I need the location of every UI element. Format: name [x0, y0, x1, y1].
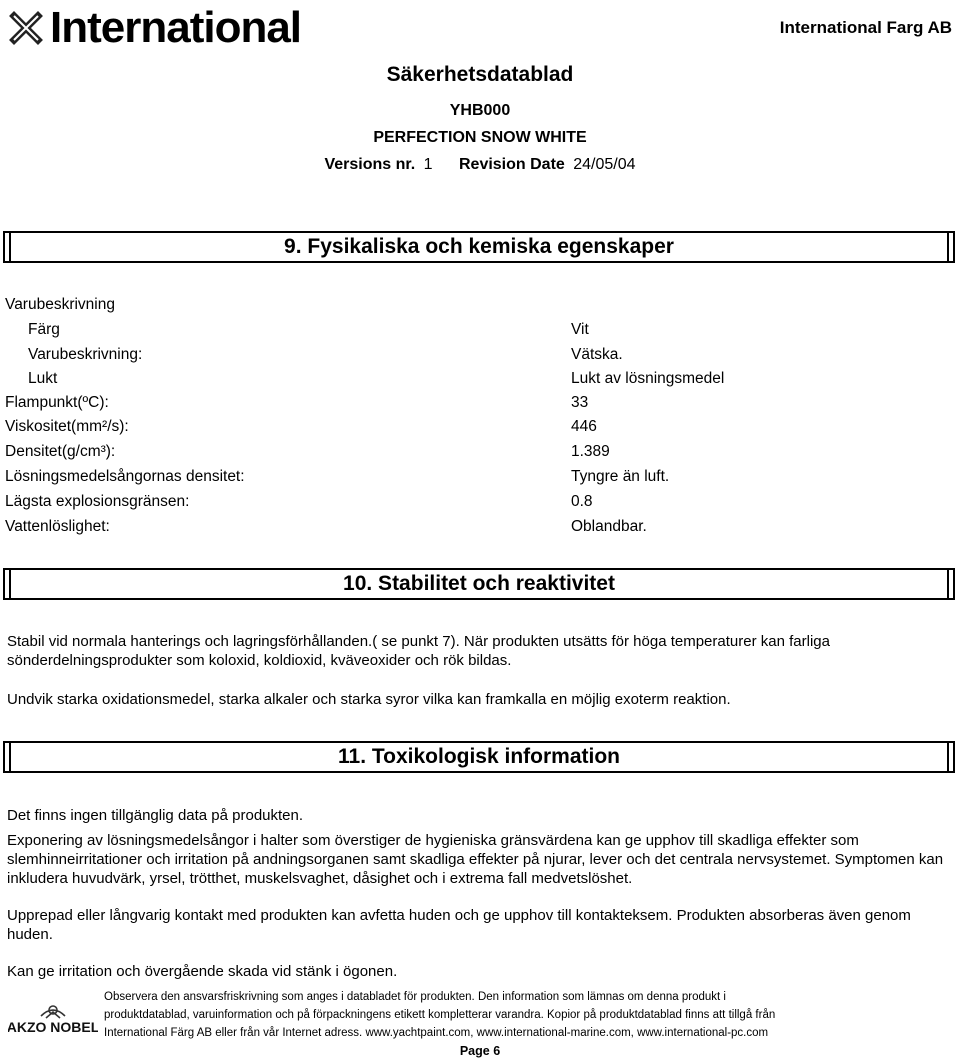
revision-label: Revision Date	[458, 156, 565, 173]
document-title: Säkerhetsdatablad	[386, 63, 574, 86]
international-logo	[6, 3, 302, 52]
section-9-header	[3, 231, 955, 263]
akzo-nobel-emblem-icon	[8, 1000, 98, 1036]
property-value: Vätska.	[571, 346, 623, 363]
akzo-nobel-text: AKZO NOBEL	[8, 1019, 98, 1035]
property-value: 1.389	[571, 443, 610, 460]
property-label: Lukt	[28, 370, 58, 387]
property-label: Viskositet(mm²/s):	[5, 418, 129, 435]
version-label: Versions nr.	[324, 156, 416, 173]
property-value: Tyngre än luft.	[571, 468, 670, 485]
property-label: Varubeskrivning:	[28, 346, 143, 363]
disclaimer-line: Observera den ansvarsfriskrivning som anges i databladet för produkten. Den information som lämnas om denna produkt i	[104, 991, 726, 1003]
group-label: Varubeskrivning	[5, 296, 115, 313]
version-value: 1	[423, 156, 433, 173]
disclaimer	[104, 988, 954, 1042]
property-value: 446	[571, 418, 597, 435]
disclaimer-line: International Färg AB eller från vår Internet adress. www.yachtpaint.com, www.international-marine.com, www.international-pc.com	[104, 1027, 769, 1039]
skin-contact-paragraph: Upprepad eller långvarig kontakt med produkten kan avfetta huden och ge upphov till kontakteksem. Produkten absorberas även genom huden.	[7, 907, 911, 943]
property-value: 33	[571, 394, 589, 411]
company-name: International Farg AB	[779, 18, 952, 37]
stability-paragraph: Stabil vid normala hanterings och lagringsförhållanden.( se punkt 7). När produkten utsätts för höga temperaturer kan farliga sönderdelningsprodukter som koloxid, koldioxid, kväveoxider och rök bildas.	[7, 633, 830, 669]
disclaimer-line: produktdatablad, varuinformation och på förpackningens etikett kompletterar varandra. Kopior på produktdatablad finns att tillgå från	[104, 1009, 776, 1021]
product-name: PERFECTION SNOW WHITE	[373, 129, 587, 146]
section-11-header	[3, 741, 955, 773]
property-label: Färg	[28, 321, 60, 338]
eye-contact-paragraph: Kan ge irritation och övergående skada vid stänk i ögonen.	[7, 963, 398, 980]
section-11-title: 11. Toxikologisk information	[338, 745, 620, 768]
property-label: Lägsta explosionsgränsen:	[5, 493, 190, 510]
property-label: Vattenlöslighet:	[5, 518, 110, 535]
version-line	[0, 156, 960, 174]
property-label: Flampunkt(ºC):	[5, 394, 109, 411]
property-label: Densitet(g/cm³):	[5, 443, 116, 460]
property-value: Lukt av lösningsmedel	[571, 370, 725, 387]
revision-value: 24/05/04	[573, 156, 636, 173]
akzo-nobel-logo	[8, 1000, 98, 1036]
international-x-icon	[6, 8, 46, 48]
incompatibility-paragraph: Undvik starka oxidationsmedel, starka alkaler och starka syror vilka kan framkalla en möjlig exoterm reaktion.	[7, 691, 731, 708]
section-10-header	[3, 568, 955, 600]
property-value: 0.8	[571, 493, 593, 510]
exposure-paragraph: Exponering av lösningsmedelsångor i halter som överstiger de hygieniska gränsvärdena kan ge upphov till skadliga effekter som slemhinneirritationer och irritation på andningsorganen samt skadliga effekter på njurar, lever och det centrala nervsystemet. Symptomen kan inkludera huvudvärk, yrsel, trötthet, muskelsvaghet, dåsighet och i extrema fall medvetslöshet.	[7, 832, 944, 887]
brand-name: International	[50, 3, 302, 52]
property-label: Lösningsmedelsångornas densitet:	[5, 468, 245, 485]
section-9-title: 9. Fysikaliska och kemiska egenskaper	[284, 235, 674, 258]
no-data-paragraph: Det finns ingen tillgänglig data på produkten.	[7, 807, 304, 824]
product-code: YHB000	[449, 102, 511, 119]
property-value: Vit	[571, 321, 589, 338]
section-10-title: 10. Stabilitet och reaktivitet	[343, 572, 615, 595]
property-value: Oblandbar.	[571, 518, 647, 535]
page-number: Page 6	[459, 1044, 501, 1058]
